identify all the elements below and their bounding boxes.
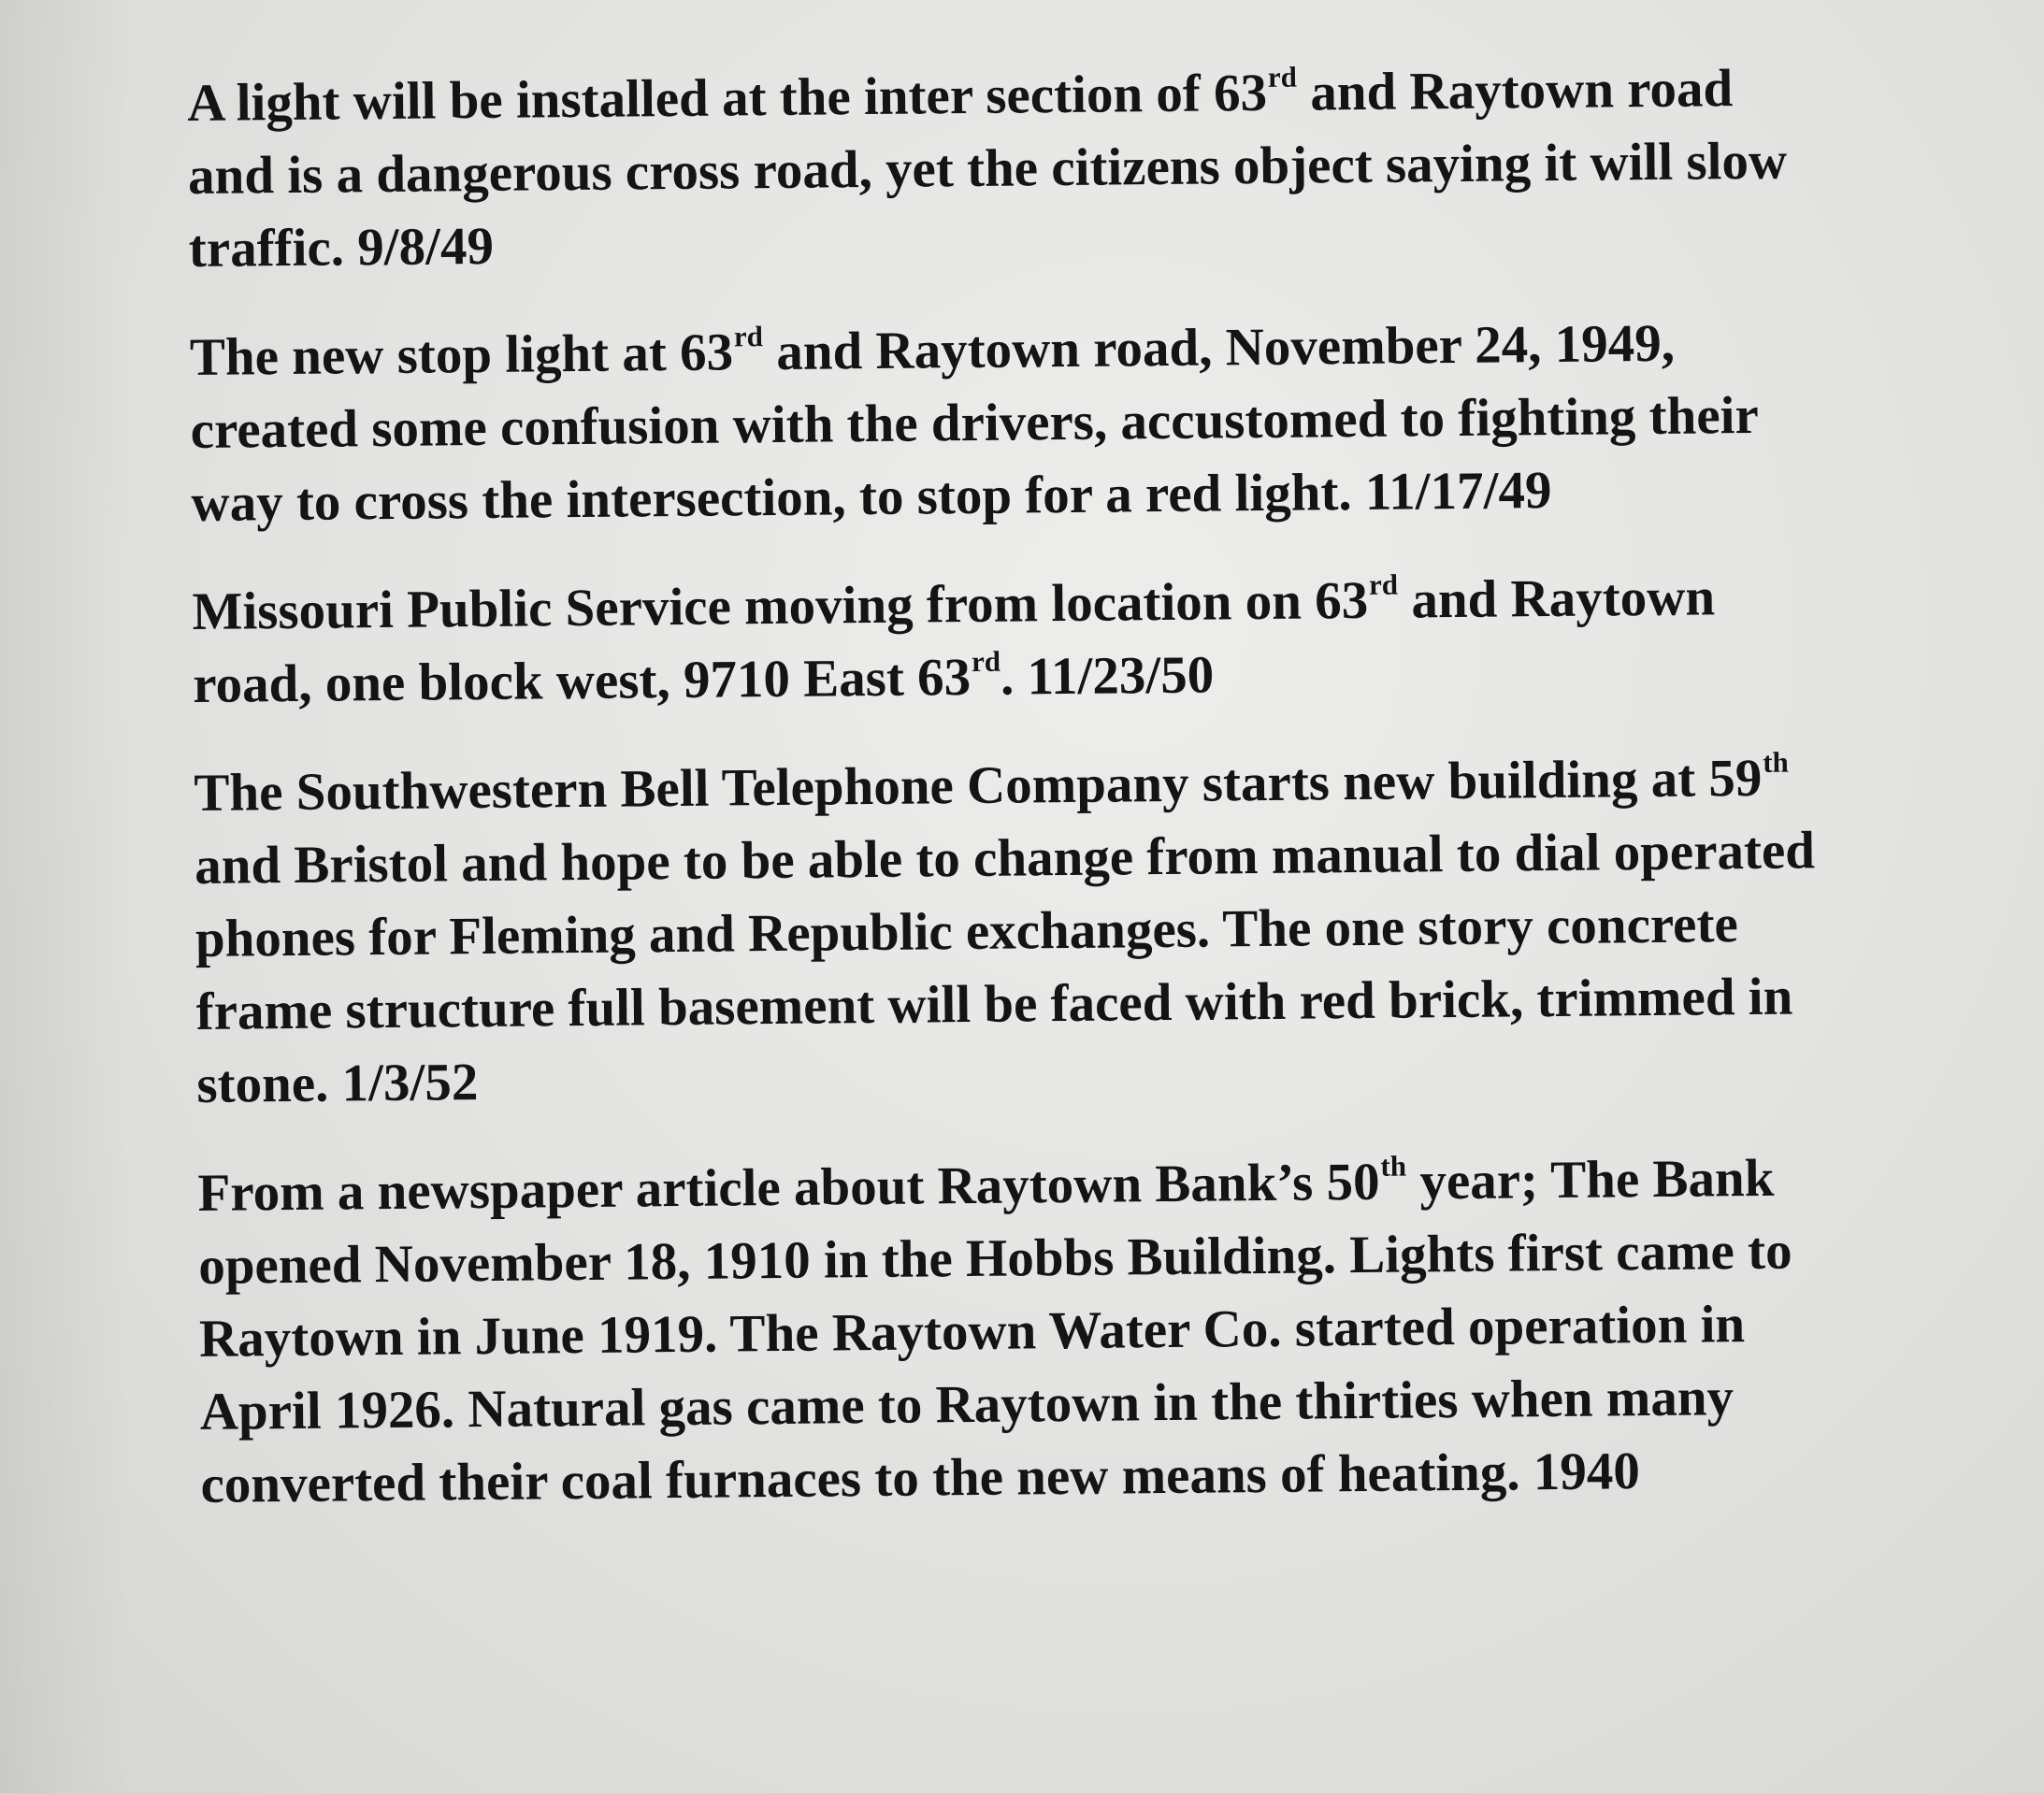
text-line: opened November 18, 1910 in the Hobbs Building. Lights first came to	[198, 1221, 1792, 1296]
text-line: Raytown in June 1919. The Raytown Water Co. started operation in	[198, 1295, 1746, 1369]
text-line: and is a dangerous cross road, yet the citizens object saying it will slow	[187, 131, 1788, 206]
text-line: phones for Fleming and Republic exchanges. The one story concrete	[194, 895, 1739, 968]
text-line: way to cross the intersection, to stop for a red light. 11/17/49	[191, 461, 1552, 533]
text-line: Missouri Public Service moving from location on 63rd and Raytown	[192, 567, 1716, 641]
text-line: traffic. 9/8/49	[188, 216, 495, 279]
text-block	[187, 50, 1959, 1557]
text-line: The Southwestern Bell Telephone Company starts new building at 59th	[194, 745, 1789, 823]
paragraph-stop-light-installation	[187, 50, 1947, 286]
text-line: stone. 1/3/52	[196, 1053, 479, 1114]
text-line: and Bristol and hope to be able to change from manual to dial operated	[194, 821, 1816, 896]
paragraph-new-stop-light	[190, 305, 1950, 540]
paragraph-southwestern-bell	[194, 740, 1955, 1122]
text-line: From a newspaper article about Raytown Bank’s 50th year; The Bank	[197, 1148, 1775, 1223]
text-line: converted their coal furnaces to the new means of heating. 1940	[200, 1442, 1641, 1514]
paragraph-missouri-public-service	[192, 559, 1950, 722]
text-line: frame structure full basement will be faced with red brick, trimmed in	[195, 967, 1793, 1041]
text-line: road, one block west, 9710 East 63rd. 11/23/50	[193, 644, 1215, 714]
text-line: A light will be installed at the inter section of 63rd and Raytown road	[187, 59, 1734, 133]
paragraph-raytown-bank	[197, 1140, 1959, 1522]
text-line: The new stop light at 63rd and Raytown road, November 24, 1949,	[189, 313, 1676, 387]
text-line: created some confusion with the drivers, accustomed to fighting their	[190, 385, 1760, 460]
text-line: April 1926. Natural gas came to Raytown in the thirties when many	[199, 1368, 1735, 1442]
